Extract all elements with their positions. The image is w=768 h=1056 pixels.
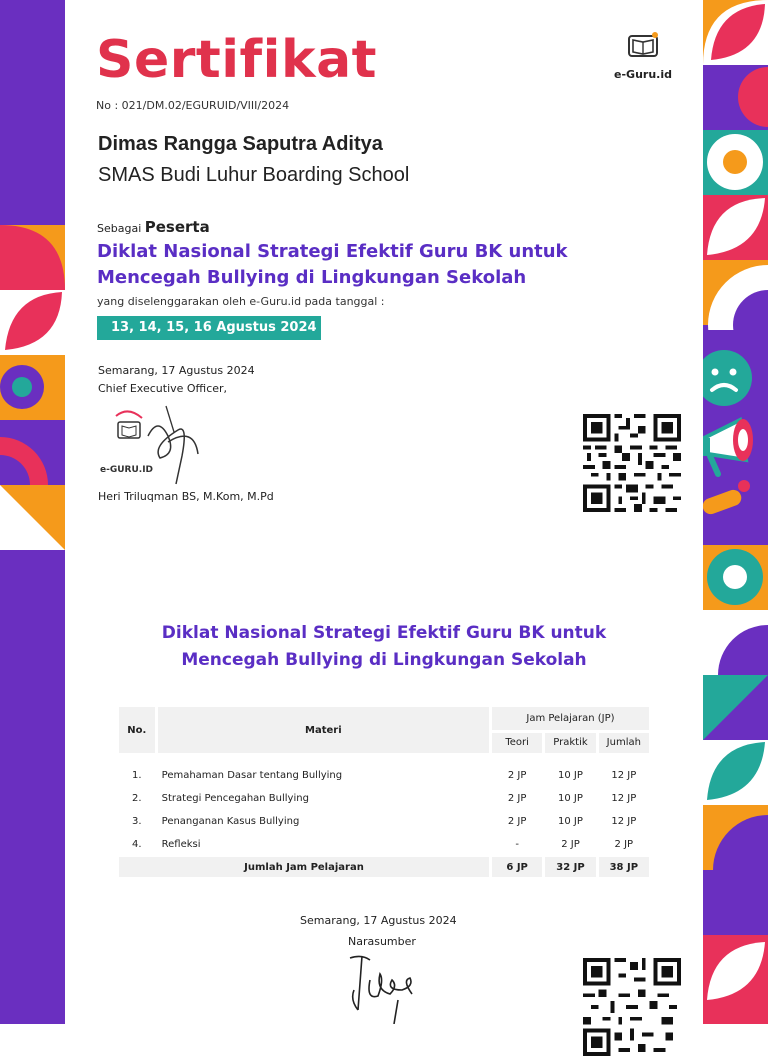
row-jumlah: 2 JP: [614, 838, 634, 850]
row-praktik: 10 JP: [558, 769, 583, 781]
row-teori: 2 JP: [507, 769, 527, 781]
sign-role: Chief Executive Officer,: [98, 382, 228, 395]
certificate-number: No : 021/DM.02/EGURUID/VIII/2024: [96, 99, 290, 112]
header-no: No.: [119, 707, 155, 753]
row-praktik: 2 JP: [561, 838, 580, 850]
row-jumlah: 12 JP: [611, 792, 637, 804]
qr-code-icon: [583, 414, 681, 512]
recipient-school: SMAS Budi Luhur Boarding School: [98, 164, 410, 186]
row-no: 1.: [132, 769, 142, 781]
narasumber-signature: [340, 950, 430, 1024]
row-materi: Pemahaman Dasar tentang Bullying: [161, 769, 343, 781]
total-label: Jumlah Jam Pelajaran: [119, 857, 489, 877]
row-no: 4.: [132, 838, 142, 850]
row-jumlah: 12 JP: [611, 815, 637, 827]
sign-place-date: Semarang, 17 Agustus 2024: [98, 364, 255, 377]
total-jumlah: 38 JP: [599, 857, 649, 877]
course-title-line2: Mencegah Bullying di Lingkungan Sekolah: [97, 267, 527, 288]
header-jp: Jam Pelajaran (JP): [492, 707, 649, 730]
page2-title-line2: Mencegah Bullying di Lingkungan Sekolah: [181, 650, 587, 670]
course-title: [97, 239, 597, 291]
total-praktik: 32 JP: [545, 857, 595, 877]
row-materi: Refleksi: [161, 838, 201, 850]
row-praktik: 10 JP: [558, 792, 583, 804]
row-praktik: 10 JP: [558, 815, 583, 827]
ceo-signature-stamp: [98, 396, 218, 486]
qr-code-icon: [583, 958, 681, 1056]
row-no: 3.: [132, 815, 142, 827]
role-prefix: Sebagai: [97, 222, 145, 235]
row-teori: 2 JP: [507, 792, 527, 804]
total-teori: 6 JP: [492, 857, 542, 877]
header-jumlah: Jumlah: [599, 733, 649, 753]
page2-title-line1: Diklat Nasional Strategi Efektif Guru BK untuk: [161, 623, 607, 643]
row-no: 2.: [132, 792, 142, 804]
header-teori: Teori: [492, 733, 542, 753]
logo-label: e-Guru.id: [614, 68, 672, 81]
header-materi: Materi: [158, 707, 489, 753]
certificate-title: Sertifikat: [96, 30, 378, 90]
left-pattern: [0, 0, 65, 1024]
header-praktik: Praktik: [545, 733, 595, 753]
table-row: [119, 811, 649, 831]
table-row: [119, 765, 649, 785]
left-decorative-border: [0, 0, 65, 1024]
sad-face-icon: [694, 348, 754, 408]
table-total-row: [119, 857, 649, 877]
role-line: [97, 218, 210, 236]
recipient-name: Dimas Rangga Saputra Aditya: [98, 133, 383, 155]
role-value: Peserta: [144, 218, 210, 236]
row-materi: Penanganan Kasus Bullying: [161, 815, 300, 827]
row-teori: 2 JP: [507, 815, 527, 827]
stamp-text: e-GURU.ID: [100, 465, 154, 475]
table-row: [119, 834, 649, 854]
table-header-row: [119, 707, 649, 730]
table-row: [119, 788, 649, 808]
row-materi: Strategi Pencegahan Bullying: [161, 792, 309, 804]
page2-title: [95, 620, 673, 674]
megaphone-icon: [696, 412, 766, 522]
row-teori: -: [515, 838, 519, 850]
jp-table: [116, 704, 652, 880]
event-dates-badge: 13, 14, 15, 16 Agustus 2024: [97, 316, 321, 340]
signer-name: Heri Triluqman BS, M.Kom, M.Pd: [98, 490, 274, 503]
course-title-line1: Diklat Nasional Strategi Efektif Guru BK untuk: [97, 241, 568, 262]
e-guru-logo: [608, 30, 678, 81]
page2-sign-role: Narasumber: [348, 935, 416, 948]
held-text: yang diselenggarakan oleh e-Guru.id pada tanggal :: [97, 295, 385, 308]
page2-sign-place-date: Semarang, 17 Agustus 2024: [300, 914, 457, 927]
e-guru-book-logo-icon: [625, 30, 661, 58]
row-jumlah: 12 JP: [611, 769, 637, 781]
